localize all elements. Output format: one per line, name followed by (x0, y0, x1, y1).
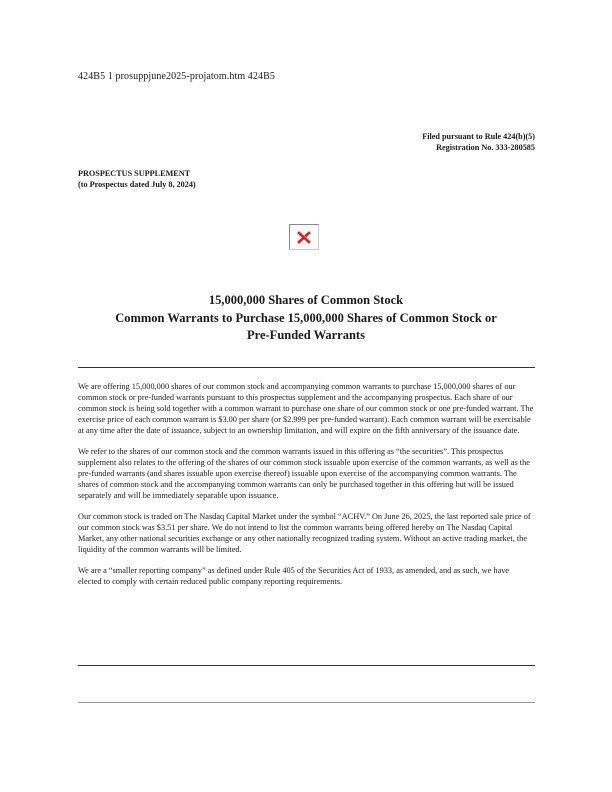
broken-image-icon (289, 224, 319, 250)
document-header: 424B5 1 prosuppjune2025-projatom.htm 424B5 (78, 71, 275, 82)
paragraph-reporting: We are a “smaller reporting company” as defined under Rule 405 of the Securities Act of 1933, as amended, and as such, we have elected to comply with certain reduced public company reporting requirements. (78, 565, 510, 586)
divider (78, 702, 535, 703)
filed-pursuant: Filed pursuant to Rule 424(b)(5) (422, 132, 535, 141)
prospectus-body (78, 381, 534, 597)
offering-title-line1: 15,000,000 Shares of Common Stock (208, 293, 404, 307)
offering-title-line2: Common Warrants to Purchase 15,000,000 Shares of Common Stock or (115, 311, 497, 325)
filing-info (422, 131, 535, 153)
paragraph-offering: We are offering 15,000,000 shares of our common stock and accompanying common warrants to purchase 15,000,000 shares of our common stock or pre-funded warrants pursuant to this prospectus supplement and the accompanying prospectus. Each share of our common stock is being sold together with a common warrant to purchase one share of our common stock or one pre-funded warrant. The exercise price of each common warrant is $3.00 per share (or $2.999 per pre-funded warrant). Each common warrant will be exercisable at any time after the date of issuance, subject to an ownership limitation, and will expire on the fifth anniversary of the issuance date. (78, 382, 534, 436)
paragraph-market: Our common stock is traded on The Nasdaq Capital Market under the symbol “ACHV.” On June 26, 2025, the last reported sale price of our common stock was $3.51 per share. We do not intend to list the common warrants being offered hereby on The Nasdaq Capital Market, any other national securities exchange or any other nationally recognized trading system. Without an active trading market, the liquidity of the common warrants will be limited. (78, 511, 531, 555)
divider (78, 665, 535, 666)
offering-title-line3: Pre-Funded Warrants (247, 328, 365, 342)
supplement-subtitle: (to Prospectus dated July 8, 2024) (78, 180, 196, 189)
registration-number: Registration No. 333-280585 (436, 143, 535, 152)
red-x-icon (297, 231, 311, 244)
divider (78, 367, 535, 368)
paragraph-securities: We refer to the shares of our common stock and the common warrants issued in this offering as “the securities”. This prospectus supplement also relates to the offering of the shares of our common stock issuable upon exercise of the common warrants, as well as the pre-funded warrants (and shares issuable upon exercise thereof) issuable upon exercise of the accompanying common warrants. The shares of common stock and the accompanying common warrants can only be purchased together in this offering but will be issued separately and will be immediately separable upon issuance. (78, 446, 530, 501)
supplement-title: PROSPECTUS SUPPLEMENT (78, 169, 191, 178)
prospectus-supplement-heading (78, 168, 196, 190)
